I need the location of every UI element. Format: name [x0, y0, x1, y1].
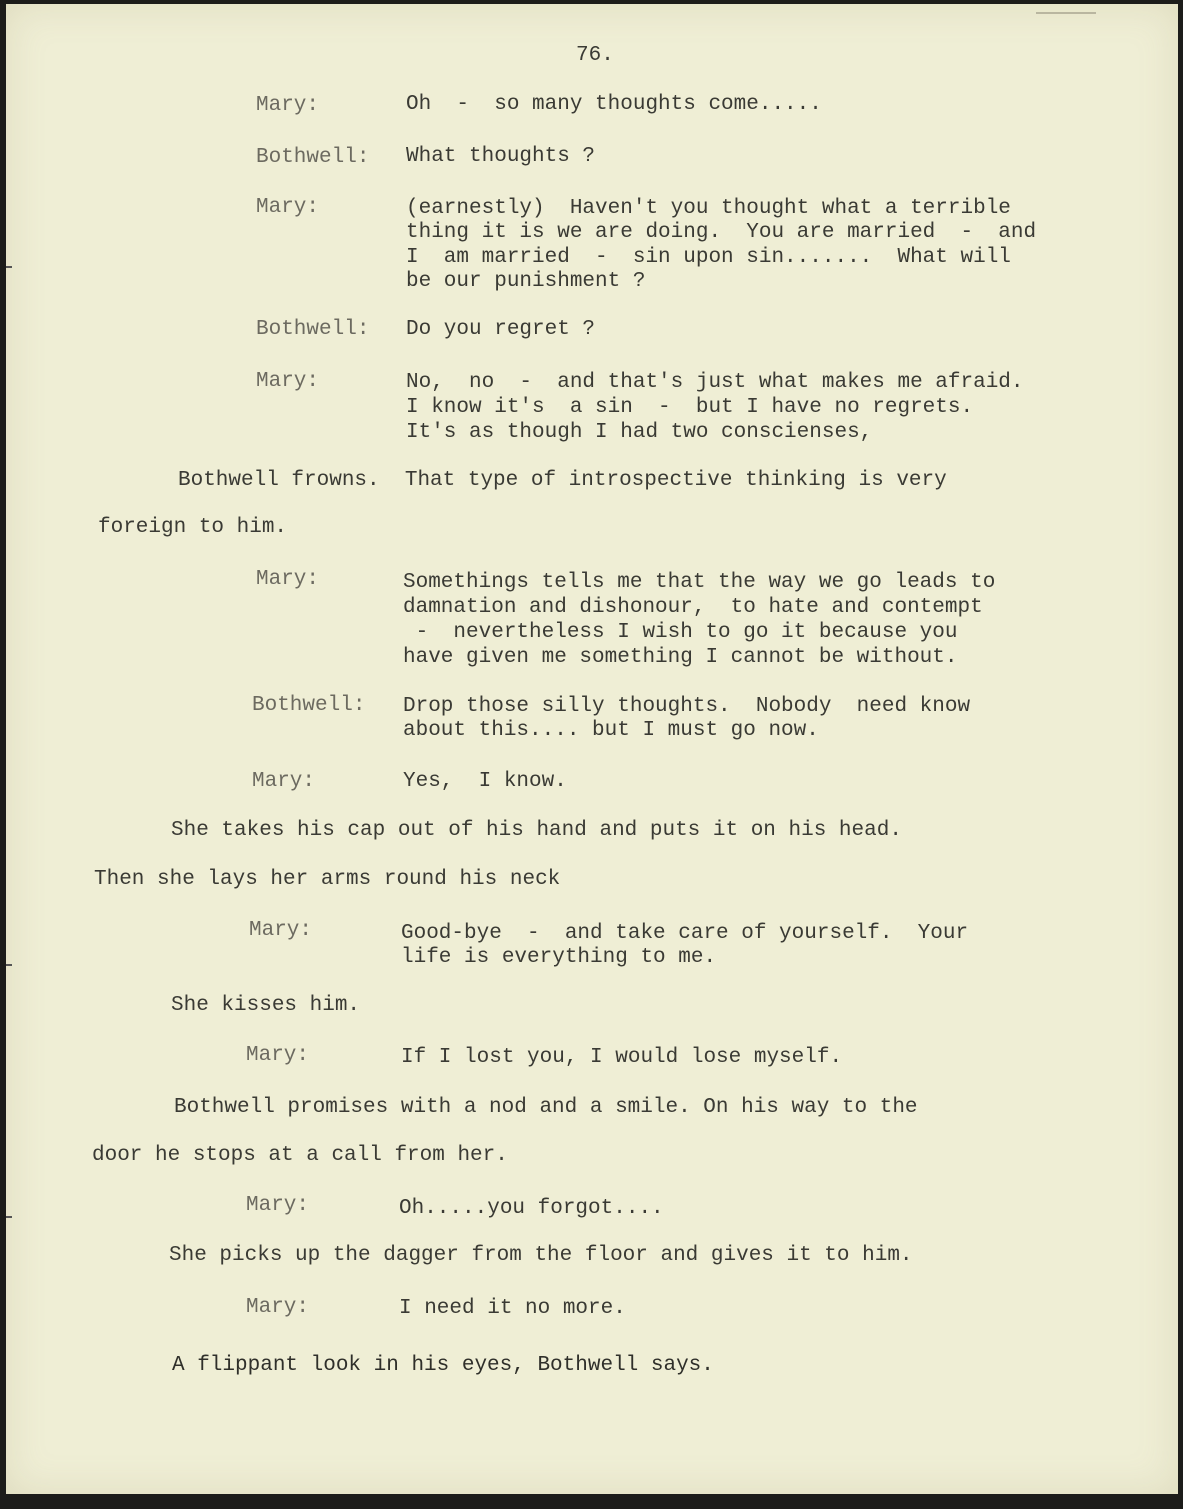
dialogue-line: I know it's a sin - but I have no regrets. [406, 396, 974, 419]
dialogue-line: Drop those silly thoughts. Nobody need know [403, 695, 971, 718]
dialogue-line: Somethings tells me that the way we go leads to [403, 571, 996, 594]
dialogue-line: Do you regret ? [406, 318, 596, 341]
speaker-label: Bothwell: [256, 146, 370, 169]
narration-line: Then she lays her arms round his neck [94, 868, 561, 891]
speaker-label: Mary: [256, 94, 320, 117]
speaker-label: Mary: [256, 196, 320, 219]
dialogue-line: Yes, I know. [403, 770, 567, 793]
dialogue-line: What thoughts ? [406, 145, 596, 168]
narration-line: A flippant look in his eyes, Bothwell says. [172, 1354, 714, 1377]
narration-line: Bothwell frowns. That type of introspective thinking is very [178, 469, 947, 492]
page-number: 76. [576, 44, 614, 67]
dialogue-line: thing it is we are doing. You are married - and [406, 221, 1037, 244]
dialogue-line: It's as though I had two conscienses, [406, 421, 873, 444]
dialogue-line: be our punishment ? [406, 270, 646, 293]
speaker-label: Mary: [249, 919, 313, 942]
dialogue-line: Oh - so many thoughts come..... [406, 93, 822, 116]
typescript-page [6, 4, 1178, 1494]
speaker-label: Mary: [252, 770, 316, 793]
dialogue-line: If I lost you, I would lose myself. [401, 1046, 843, 1069]
narration-line: Bothwell promises with a nod and a smile. On his way to the [174, 1096, 918, 1119]
speaker-label: Mary: [246, 1296, 310, 1319]
dialogue-line: I need it no more. [399, 1297, 626, 1320]
dialogue-line: life is everything to me. [401, 946, 717, 969]
narration-line: She takes his cap out of his hand and puts it on his head. [171, 819, 902, 842]
dialogue-line: - nevertheless I wish to go it because you [403, 621, 958, 644]
speaker-label: Mary: [256, 370, 320, 393]
speaker-label: Mary: [256, 568, 320, 591]
dialogue-line: Oh.....you forgot.... [399, 1197, 664, 1220]
edge-mark [6, 266, 12, 268]
edge-mark [6, 1216, 12, 1218]
dialogue-line: No, no - and that's just what makes me afraid. [406, 371, 1024, 394]
dialogue-line: I am married - sin upon sin....... What will [406, 246, 1011, 269]
speaker-label: Mary: [246, 1194, 310, 1217]
edge-mark [6, 964, 12, 966]
speaker-label: Bothwell: [256, 318, 370, 341]
dialogue-line: damnation and dishonour, to hate and contempt [403, 596, 983, 619]
paper-mark [1036, 4, 1096, 14]
speaker-label: Mary: [246, 1044, 310, 1067]
narration-line: door he stops at a call from her. [92, 1144, 508, 1167]
dialogue-line: Good-bye - and take care of yourself. Your [401, 922, 969, 945]
dialogue-line: (earnestly) Haven't you thought what a terrible [406, 197, 1011, 220]
narration-line: She picks up the dagger from the floor and gives it to him. [169, 1244, 913, 1267]
narration-line: She kisses him. [171, 994, 361, 1017]
dialogue-line: about this.... but I must go now. [403, 719, 819, 742]
speaker-label: Bothwell: [252, 694, 366, 717]
dialogue-line: have given me something I cannot be without. [403, 646, 958, 669]
narration-line: foreign to him. [98, 516, 288, 539]
